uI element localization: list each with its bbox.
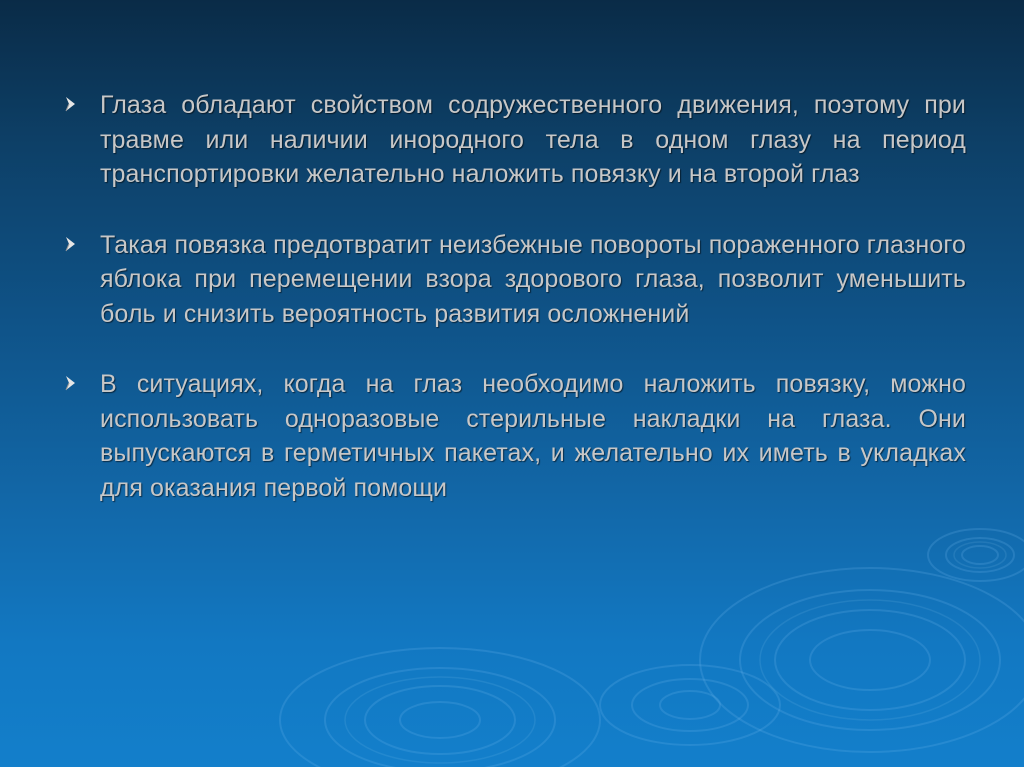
list-item [60,367,966,505]
list-item [60,88,966,192]
bullet-text: Глаза обладают свойством содружественного движения, поэтому при травме или наличии инородного тела в одном глазу на период транспортировки желательно наложить повязку и на второй глаз [100,91,966,188]
bullet-list [60,88,966,541]
list-item [60,228,966,332]
chevron-right-icon [62,94,80,114]
chevron-right-icon [62,234,80,254]
bullet-text: Такая повязка предотвратит неизбежные повороты пораженного глазного яблока при перемещении взора здорового глаза, позволит уменьшить боль и снизить вероятность развития осложнений [100,230,967,328]
bullet-text: В ситуациях, когда на глаз необходимо наложить повязку, можно использовать одноразовые стерильные накладки на глаза. Они выпускаются в герметичных пакетах, и желательно их иметь в укладках для оказания первой помощи [100,370,966,502]
chevron-right-icon [62,373,80,393]
